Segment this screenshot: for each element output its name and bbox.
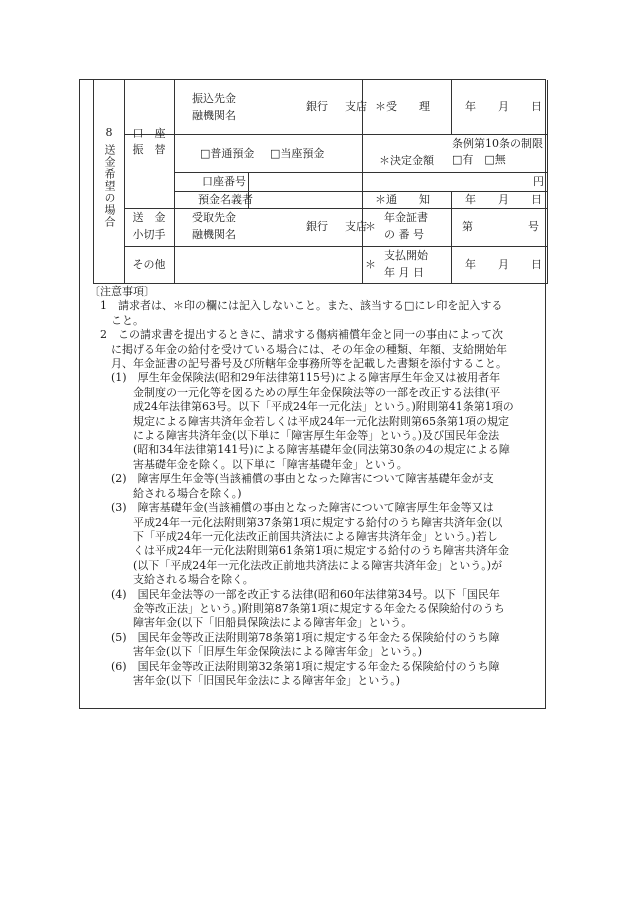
note-line: (以下「平成24年一元化法改正前地共済法による障害共済年金」という。)が (89, 558, 503, 572)
note-line: 下「平成24年一元化法改正前国共済法による障害共済年金」という。)若し (89, 529, 498, 543)
note-line: 金制度の一元化等を図るための厚生年金保険法等の一部を改正する法律(平 (89, 385, 501, 399)
notes-heading: 〔注意事項〕 (89, 285, 155, 298)
form-page (79, 79, 546, 709)
kettei-label: ＊決定金額 (379, 154, 434, 167)
branch-label: 支店 (345, 100, 367, 113)
account-holder-label: 預金名義者 (198, 193, 253, 206)
note-line: 1 請求者は、＊印の欄には記入しないこと。また、該当する□にレ印を記入する (89, 299, 503, 313)
yen-label: 円 (533, 175, 544, 188)
col-line (547, 80, 548, 284)
note-line: 規定による障害共済年金若しくは平成24年一元化法附則第65条第1項の規定 (89, 414, 509, 428)
note-line: 害基礎年金を除く。以下単に「障害基礎年金」という。 (89, 457, 408, 471)
note-line: (4) 国民年金法等の一部を改正する法律(昭和60年法律第34号。以下「国民年 (89, 587, 500, 601)
note-line: 月、年金証書の記号番号及び所轄年金事務所等を記載した書類を添付すること。 (89, 357, 507, 371)
note-line: 金等改正法」という。)附則第87条第1項に規定する年金たる保険給付のうち (89, 601, 505, 615)
note-line: (2) 障害厚生年金等(当該補償の事由となった障害について障害基礎年金が支 (89, 472, 494, 486)
toza-checkbox[interactable]: □当座預金 (270, 147, 325, 160)
col-line (174, 80, 175, 284)
note-line: 支給される場合を除く。 (89, 573, 254, 587)
bank-label: 銀行 (306, 220, 328, 233)
note-line: 害年金(以下「旧国民年金法による障害年金」という。) (89, 673, 401, 687)
notice-date[interactable]: 年 月 日 (465, 193, 542, 206)
col-line (451, 191, 452, 284)
notes-section (89, 285, 541, 688)
remittance-table (93, 80, 547, 284)
sokin-label-2: 小切手 (132, 228, 166, 241)
row-line (94, 283, 548, 284)
section-title: 送金希望の場合 (103, 144, 116, 228)
cert-label-2: の 番 号 (384, 228, 424, 241)
uketori-label-2: 融機関名 (192, 228, 236, 241)
note-line: 障害年金(以下「旧船員保険法による障害年金」という。 (89, 616, 413, 630)
receipt-date[interactable]: 年 月 日 (465, 100, 542, 113)
note-line: 害年金(以下「旧厚生年金保険法による障害年金」という。) (89, 645, 423, 659)
col-line (124, 80, 125, 284)
row-line (174, 172, 548, 173)
note-line: 成24年法律第63号。以下「平成24年一元化法」という。)附則第41条第1項の (89, 400, 514, 414)
row-line (124, 134, 548, 135)
cert-label-1: 年金証書 (384, 211, 428, 224)
note-line: 給される場合を除く。) (89, 486, 242, 500)
note-line: くは平成24年一元化法附則第61条第1項に規定する給付のうち障害共済年金 (89, 544, 509, 558)
rule-label: 条例第10条の制限 (452, 137, 543, 150)
note-line: 2 この請求書を提出するときに、請求する傷病補償年金と同一の事由によって次 (89, 328, 503, 342)
asterisk-mark: ＊ (365, 258, 376, 271)
row-line (124, 208, 548, 209)
row-line (174, 191, 548, 192)
sokin-label-1: 送 金 (132, 211, 166, 224)
bank-label: 銀行 (306, 100, 328, 113)
koza-label: 口 座 (132, 127, 166, 140)
payment-start-label-2: 年 月 日 (384, 266, 424, 279)
asterisk-mark: ＊ (365, 220, 376, 233)
other-label: その他 (132, 258, 166, 271)
note-line: (5) 国民年金等改正法附則第78条第1項に規定する年金たる保険給付のうち障 (89, 630, 500, 644)
note-line: (昭和34年法律第141号)による障害基礎年金(同法第30条の4の規定による障 (89, 443, 510, 457)
futsu-checkbox[interactable]: □普通預金 (200, 147, 255, 160)
notice-label: ＊通 知 (375, 193, 430, 206)
account-number-label: 口座番号 (202, 175, 246, 188)
note-line: による障害共済年金(以下単に「障害厚生年金等」という。)及び国民年金法 (89, 429, 500, 443)
receipt-label: ＊受 理 (375, 100, 430, 113)
rule-options[interactable]: □有 □無 (452, 153, 506, 166)
furikomi-label-1: 振込先金 (192, 92, 236, 105)
section-number: 8 (105, 126, 113, 139)
col-line (451, 80, 452, 134)
cert-value[interactable]: 第 号 (462, 220, 539, 233)
furikae-label: 振 替 (132, 143, 166, 156)
note-line: 平成24年一元化法附則第37条第1項に規定する給付のうち障害共済年金(以 (89, 515, 503, 529)
payment-start-date[interactable]: 年 月 日 (465, 258, 542, 271)
row-line (124, 246, 548, 247)
payment-start-label-1: 支払開始 (384, 249, 428, 262)
note-line: に掲げる年金の給付を受けている場合には、その年金の種類、年額、支給開始年 (89, 342, 507, 356)
note-line: (6) 国民年金等改正法附則第32条第1項に規定する年金たる保険給付のうち障 (89, 659, 500, 673)
branch-label: 支店 (345, 220, 367, 233)
note-line: (1) 厚生年金保険法(昭和29年法律第115号)による障害厚生年金又は被用者年 (89, 371, 501, 385)
note-line: こと。 (89, 313, 144, 327)
note-line: (3) 障害基礎年金(当該補償の事由となった障害について障害厚生年金等又は (89, 501, 494, 515)
furikomi-label-2: 融機関名 (192, 109, 236, 122)
uketori-label-1: 受取先金 (192, 211, 236, 224)
